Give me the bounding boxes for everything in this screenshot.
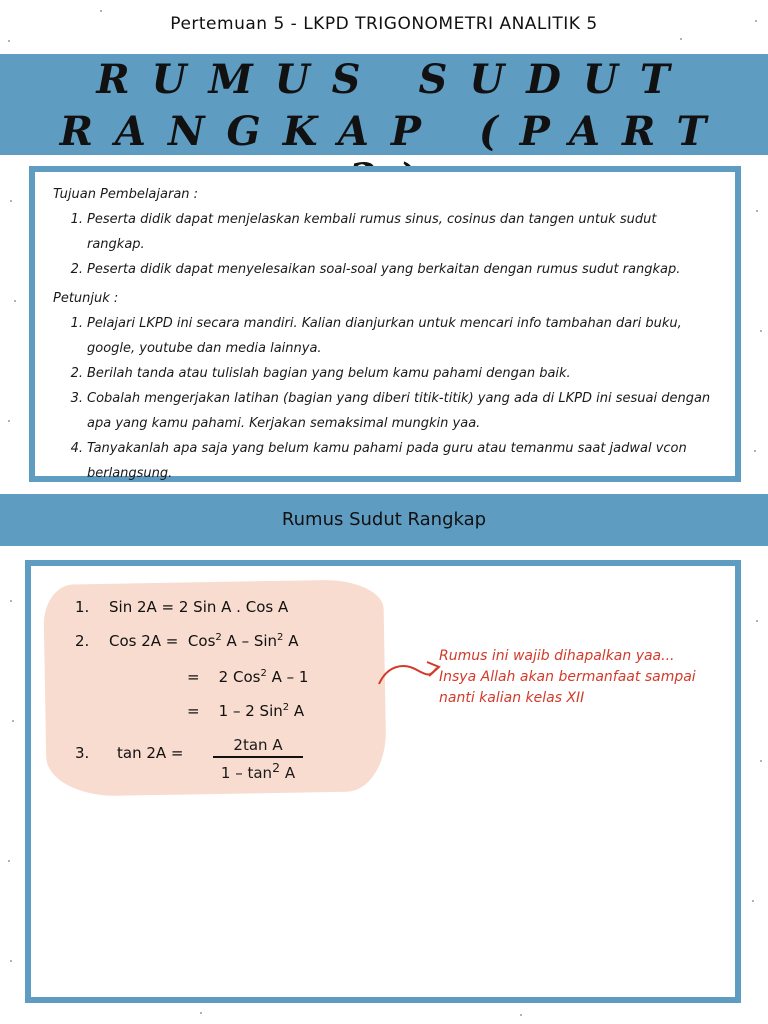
list-item: 1. Peserta didik dapat menjelaskan kembali rumus sinus, cosinus dan tangen untuk sudut rangkap. bbox=[70, 212, 657, 252]
section-banner: Rumus Sudut Rangkap bbox=[0, 494, 768, 546]
title-banner bbox=[0, 54, 768, 155]
formula-box bbox=[25, 560, 741, 1003]
formula-2b: = 2 Cos$^2$ A – 1 bbox=[187, 668, 309, 686]
formula-1: Sin 2A = 2 Sin A . Cos A bbox=[109, 598, 289, 616]
tujuan-heading: Tujuan Pembelajaran : bbox=[53, 187, 199, 202]
note-line-1: Rumus ini wajib dihapalkan yaa... bbox=[439, 648, 675, 664]
fraction-numerator: 2tan A bbox=[233, 736, 283, 754]
petunjuk-list bbox=[53, 311, 717, 486]
list-item: 4. Tanyakanlah apa saja yang belum kamu pahami pada guru atau temanmu saat jadwal vcon berlangsung. bbox=[70, 441, 687, 481]
instructions-box bbox=[29, 166, 741, 482]
petunjuk-heading: Petunjuk : bbox=[53, 291, 119, 306]
margin-note bbox=[439, 646, 729, 709]
list-item: 2. Peserta didik dapat menyelesaikan soal-soal yang berkaitan dengan rumus sudut rangkap. bbox=[70, 262, 681, 277]
worksheet-subtitle: Pertemuan 5 - LKPD TRIGONOMETRI ANALITIK 5 bbox=[170, 14, 598, 34]
formula-1-number: 1. bbox=[75, 598, 90, 616]
tujuan-list bbox=[53, 207, 717, 282]
note-line-2: Insya Allah akan bermanfaat sampai nanti kalian kelas XII bbox=[439, 669, 696, 706]
list-item: 1. Pelajari LKPD ini secara mandiri. Kalian dianjurkan untuk mencari info tambahan dari buku, google, youtube dan media lainnya. bbox=[70, 316, 682, 356]
formula-3-fraction bbox=[213, 736, 303, 782]
formula-3-lhs: tan 2A = bbox=[117, 744, 184, 762]
formula-2: Cos 2A = Cos$^2$ A – Sin$^2$ A bbox=[109, 632, 299, 650]
formula-2c: = 1 – 2 Sin$^2$ A bbox=[187, 702, 305, 720]
formula-3-number: 3. bbox=[75, 744, 90, 762]
fraction-bar bbox=[213, 756, 303, 758]
fraction-denominator: $1 - \tan^2 A$ bbox=[220, 760, 296, 782]
list-item: 3. Cobalah mengerjakan latihan (bagian yang diberi titik-titik) yang ada di LKPD ini sesuai dengan apa yang kamu pahami. Kerjakan semaksimal mungkin yaa. bbox=[70, 391, 711, 431]
formula-2-number: 2. bbox=[75, 632, 90, 650]
arrow-icon bbox=[373, 654, 443, 694]
title-line-2: RANGKAP (PART bbox=[59, 108, 729, 155]
list-item: 2. Berilah tanda atau tulislah bagian yang belum kamu pahami dengan baik. bbox=[70, 366, 571, 381]
title-line-1: RUMUS SUDUT bbox=[96, 56, 692, 103]
